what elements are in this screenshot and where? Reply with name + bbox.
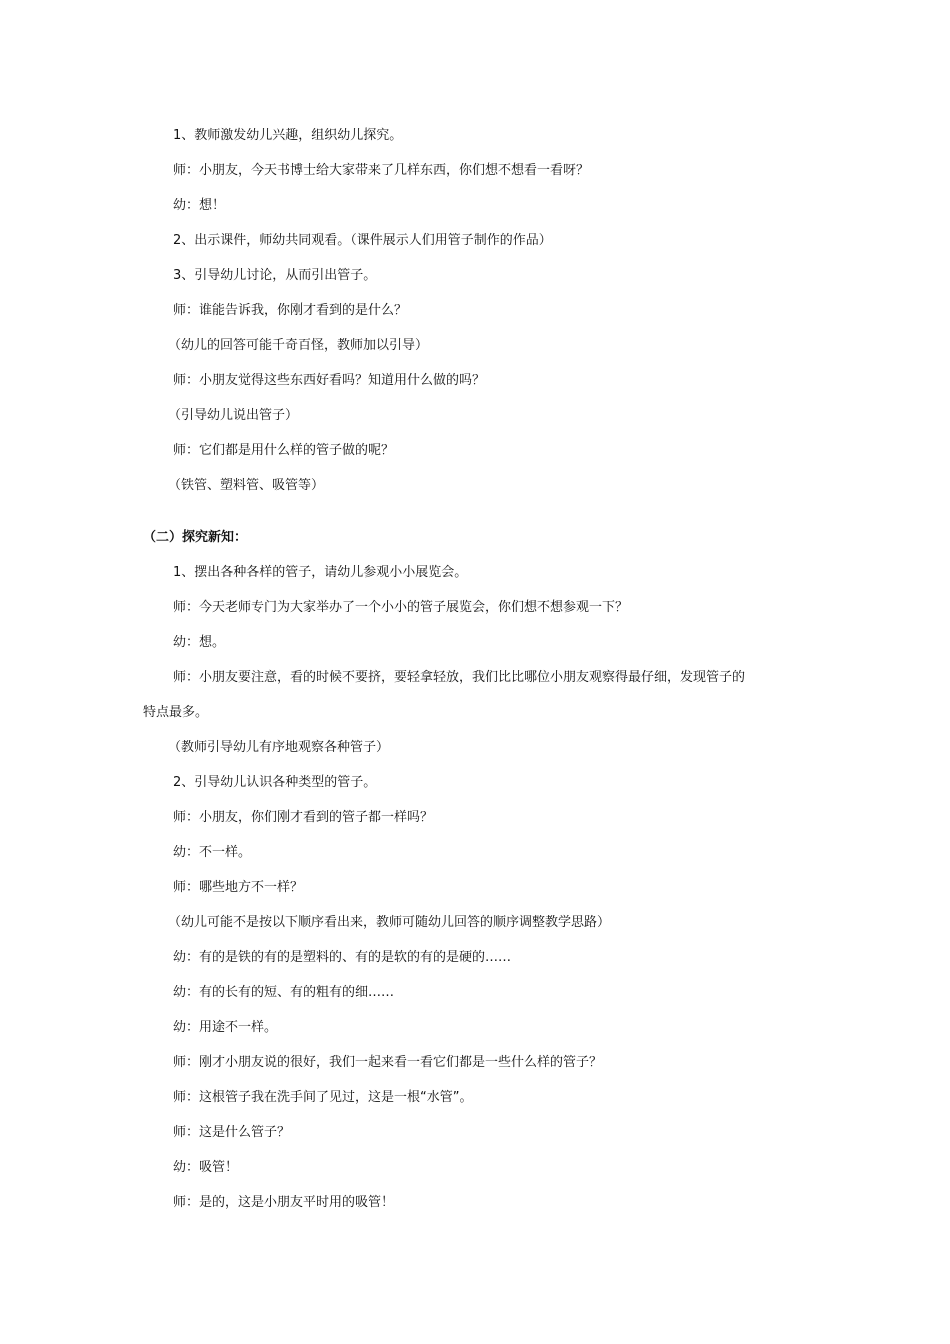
- paragraph-line: （铁管、塑料管、吸管等）: [168, 478, 325, 493]
- paragraph-line: 特点最多。: [143, 705, 209, 720]
- paragraph-line: 师：它们都是用什么样的管子做的呢？: [173, 443, 395, 458]
- paragraph-line: 1、教师激发幼儿兴趣，组织幼儿探究。: [173, 128, 403, 143]
- paragraph-line: （引导幼儿说出管子）: [168, 408, 299, 423]
- paragraph-line: 师：今天老师专门为大家举办了一个小小的管子展览会，你们想不想参观一下？: [173, 600, 629, 615]
- paragraph-line: 师：小朋友觉得这些东西好看吗？知道用什么做的吗？: [173, 373, 486, 388]
- paragraph-line: 幼：想！: [173, 198, 226, 213]
- paragraph-line: （教师引导幼儿有序地观察各种管子）: [168, 740, 390, 755]
- paragraph-line: 幼：想。: [173, 635, 226, 650]
- paragraph-line: 幼：不一样。: [173, 845, 252, 860]
- paragraph-line: 师：是的，这是小朋友平时用的吸管！: [173, 1195, 395, 1210]
- paragraph-line: （幼儿的回答可能千奇百怪，教师加以引导）: [168, 338, 429, 353]
- paragraph-line: 师：小朋友，你们刚才看到的管子都一样吗？: [173, 810, 434, 825]
- paragraph-line: 师：小朋友要注意，看的时候不要挤，要轻拿轻放，我们比比哪位小朋友观察得最仔细，发现管子的: [173, 670, 746, 685]
- paragraph-line: 3、引导幼儿讨论，从而引出管子。: [173, 268, 377, 283]
- paragraph-line: （幼儿可能不是按以下顺序看出来，教师可随幼儿回答的顺序调整教学思路）: [168, 915, 611, 930]
- paragraph-line: 师：这是什么管子？: [173, 1125, 291, 1140]
- paragraph-line: 2、出示课件，师幼共同观看。（课件展示人们用管子制作的作品）: [173, 233, 552, 248]
- paragraph-line: 师：这根管子我在洗手间了见过，这是一根“水管”。: [173, 1090, 473, 1105]
- section-heading: （二）探究新知：: [143, 530, 248, 545]
- paragraph-line: 2、引导幼儿认识各种类型的管子。: [173, 775, 377, 790]
- paragraph-line: 幼：用途不一样。: [173, 1020, 278, 1035]
- paragraph-line: 幼：有的长有的短、有的粗有的细……: [173, 985, 395, 1000]
- paragraph-line: 师：谁能告诉我，你刚才看到的是什么？: [173, 303, 408, 318]
- paragraph-line: 师：哪些地方不一样？: [173, 880, 304, 895]
- paragraph-line: 幼：吸管！: [173, 1160, 239, 1175]
- paragraph-line: 幼：有的是铁的有的是塑料的、有的是软的有的是硬的……: [173, 950, 512, 965]
- paragraph-line: 师：小朋友，今天书博士给大家带来了几样东西，你们想不想看一看呀？: [173, 163, 590, 178]
- paragraph-line: 师：刚才小朋友说的很好，我们一起来看一看它们都是一些什么样的管子？: [173, 1055, 603, 1070]
- paragraph-line: 1、摆出各种各样的管子，请幼儿参观小小展览会。: [173, 565, 468, 580]
